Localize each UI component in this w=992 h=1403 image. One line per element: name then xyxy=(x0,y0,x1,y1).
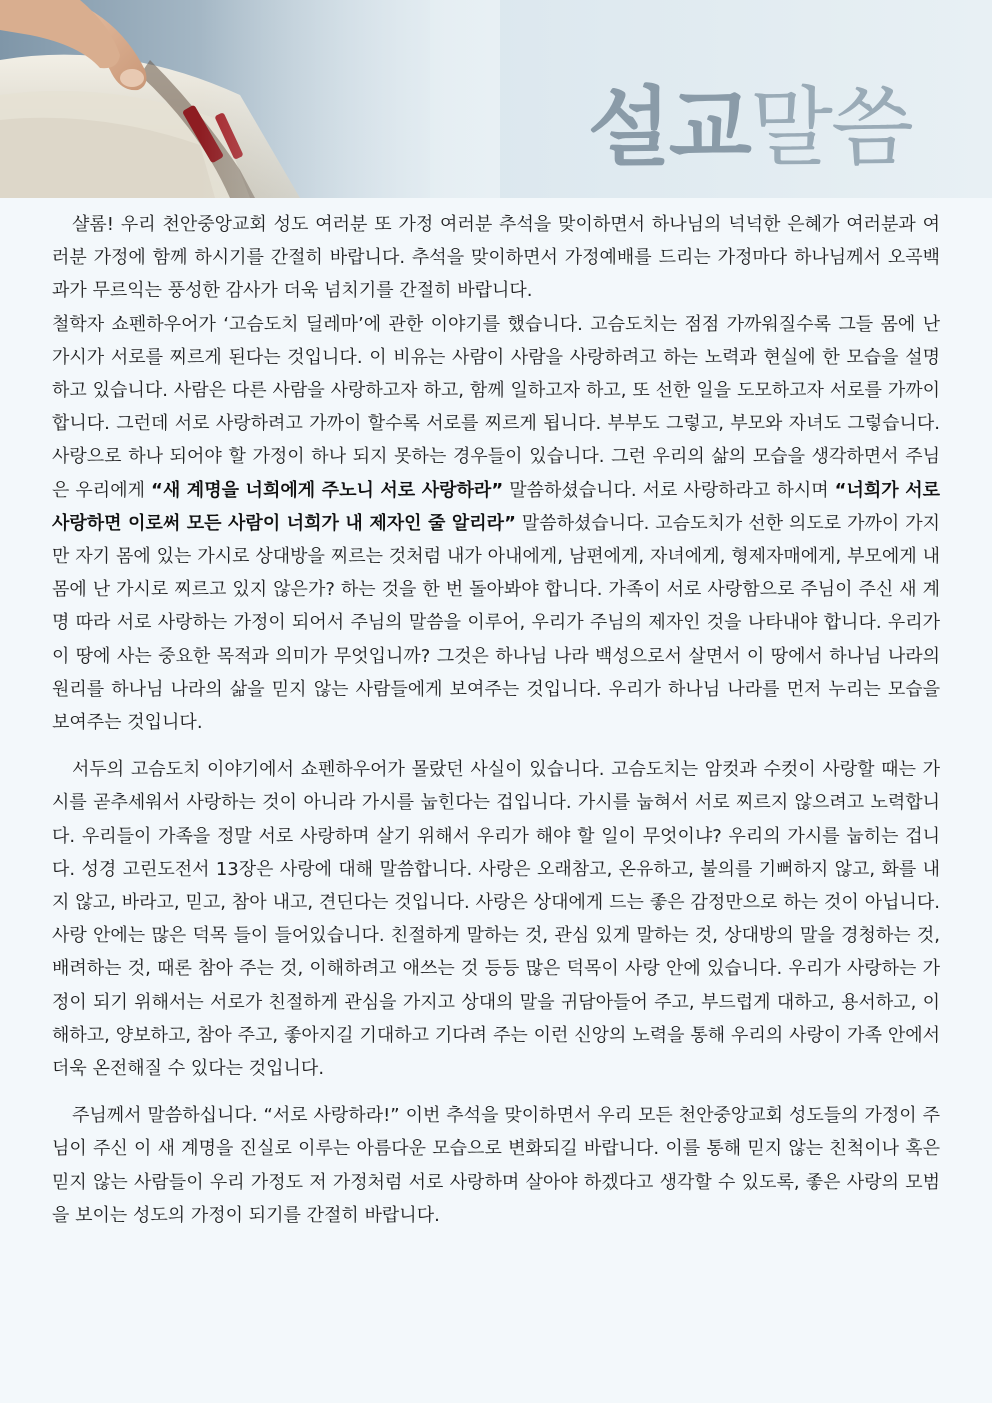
paragraph-2-text-e: 말씀하셨습니다. 고슴도치가 선한 의도로 가까이 가지만 자기 몸에 있는 가시로 상대방을 찌르는 것처럼 내가 아내에게, 남편에게, 자녀에게, 형제자매에게, 부모에게 내 몸에 난 가시로 찌르고 있지 않은가? 하는 것을 한 번 돌아봐야 합니다. 가족이 서로 사랑함으로 주님이 주신 새 계명 따라 서로 사랑하는 가정이 되어서 주님의 말씀을 이루어, 우리가 주님의 제자인 것을 나타내야 합니다. 우리가 이 땅에 사는 중요한 목적과 의미가 무엇입니까? 그것은 하나님 나라 백성으로서 살면서 이 땅에서 하나님 나라의 원리를 하나님 나라의 삶을 믿지 않는 사람들에게 보여주는 것입니다. 우리가 하나님 나라를 먼저 누리는 모습을 보여주는 것입니다. xyxy=(52,512,940,734)
sermon-body xyxy=(52,208,940,1232)
paragraph-2-text-c: 말씀하셨습니다. 서로 사랑하라고 하시며 xyxy=(503,479,835,501)
page-title-light: 말씀 xyxy=(749,78,912,178)
sermon-paragraph-4: 주님께서 말씀하십니다. “서로 사랑하라!” 이번 추석을 맞이하면서 우리 모든 천안중앙교회 성도들의 가정이 주님이 주신 이 새 계명을 진실로 이루는 아름다운 모습으로 변화되길 바랍니다. 이를 통해 믿지 않는 친척이나 혹은 믿지 않는 사람들이 우리 가정도 저 가정처럼 서로 사랑하며 살아야 하겠다고 생각할 수 있도록, 좋은 사랑의 모범을 보이는 성도의 가정이 되기를 간절히 바랍니다. xyxy=(52,1105,940,1226)
sermon-paragraph-1: 샬롬! 우리 천안중앙교회 성도 여러분 또 가정 여러분 추석을 맞이하면서 하나님의 넉넉한 은혜가 여러분과 여러분 가정에 함께 하시기를 간절히 바랍니다. 추석을 맞이하면서 가정예배를 드리는 가정마다 하나님께서 오곡백과가 무르익는 풍성한 감사가 더욱 넘치기를 간절히 바랍니다. xyxy=(52,214,940,302)
header-banner xyxy=(0,0,992,198)
sermon-paragraph-3: 서두의 고슴도치 이야기에서 쇼펜하우어가 몰랐던 사실이 있습니다. 고슴도치는 암컷과 수컷이 사랑할 때는 가시를 곧추세워서 사랑하는 것이 아니라 가시를 눕힌다는 겁입니다. 가시를 눕혀서 서로 찌르지 않으려고 노력합니다. 우리들이 가족을 정말 서로 사랑하며 살기 위해서 우리가 해야 할 일이 무엇이냐? 우리의 가시를 눕히는 겁니다. 성경 고린도전서 13장은 사랑에 대해 말씀합니다. 사랑은 오래참고, 온유하고, 불의를 기뻐하지 않고, 화를 내지 않고, 바라고, 믿고, 참아 내고, 견딘다는 것입니다. 사랑은 상대에게 드는 좋은 감정만으로 하는 것이 아닙니다. 사랑 안에는 많은 덕목 들이 들어있습니다. 친절하게 말하는 것, 관심 있게 말하는 것, 상대방의 말을 경청하는 것, 배려하는 것, 때론 참아 주는 것, 이해하려고 애쓰는 것 등등 많은 덕목이 사랑 안에 있습니다. 우리가 사랑하는 가정이 되기 위해서는 서로가 친절하게 관심을 가지고 상대의 말을 귀담아들어 주고, 부드럽게 대하고, 용서하고, 이해하고, 양보하고, 참아 주고, 좋아지길 기대하고 기다려 주는 이런 신앙의 노력을 통해 우리의 사랑이 가족 안에서 더욱 온전해질 수 있다는 것입니다. xyxy=(52,759,940,1080)
page-title xyxy=(588,78,912,178)
page-title-bold: 설교 xyxy=(587,78,750,178)
bible-quote-disciples: “너희가 서로 사랑하면 이로써 모든 사람이 너희가 내 제자인 줄 알리라” xyxy=(52,479,940,534)
paragraph-2-text-a: 철학자 쇼펜하우어가 ‘고슴도치 딜레마’에 관한 이야기를 했습니다. 고슴도치는 점점 가까워질수록 그들 몸에 난 가시가 서로를 찌르게 된다는 것입니다. 이 비유는 사람이 사람을 사랑하려고 하는 노력과 현실에 한 모습을 설명하고 있습니다. 사람은 다른 사람을 사랑하고자 하고, 함께 일하고자 하고, 또 선한 일을 도모하고자 서로를 가까이합니다. 그런데 서로 사랑하려고 가까이 할수록 서로를 찌르게 됩니다. 부부도 그렇고, 부모와 자녀도 그렇습니다. 사랑으로 하나 되어야 할 가정이 하나 되지 못하는 경우들이 있습니다. 그런 우리의 삶의 모습을 생각하면서 주님은 우리에게 xyxy=(52,313,940,501)
header-fade xyxy=(200,0,500,198)
bible-quote-new-commandment: “새 계명을 너희에게 주노니 서로 사랑하라” xyxy=(151,479,504,501)
sermon-paragraph-2 xyxy=(52,308,940,740)
